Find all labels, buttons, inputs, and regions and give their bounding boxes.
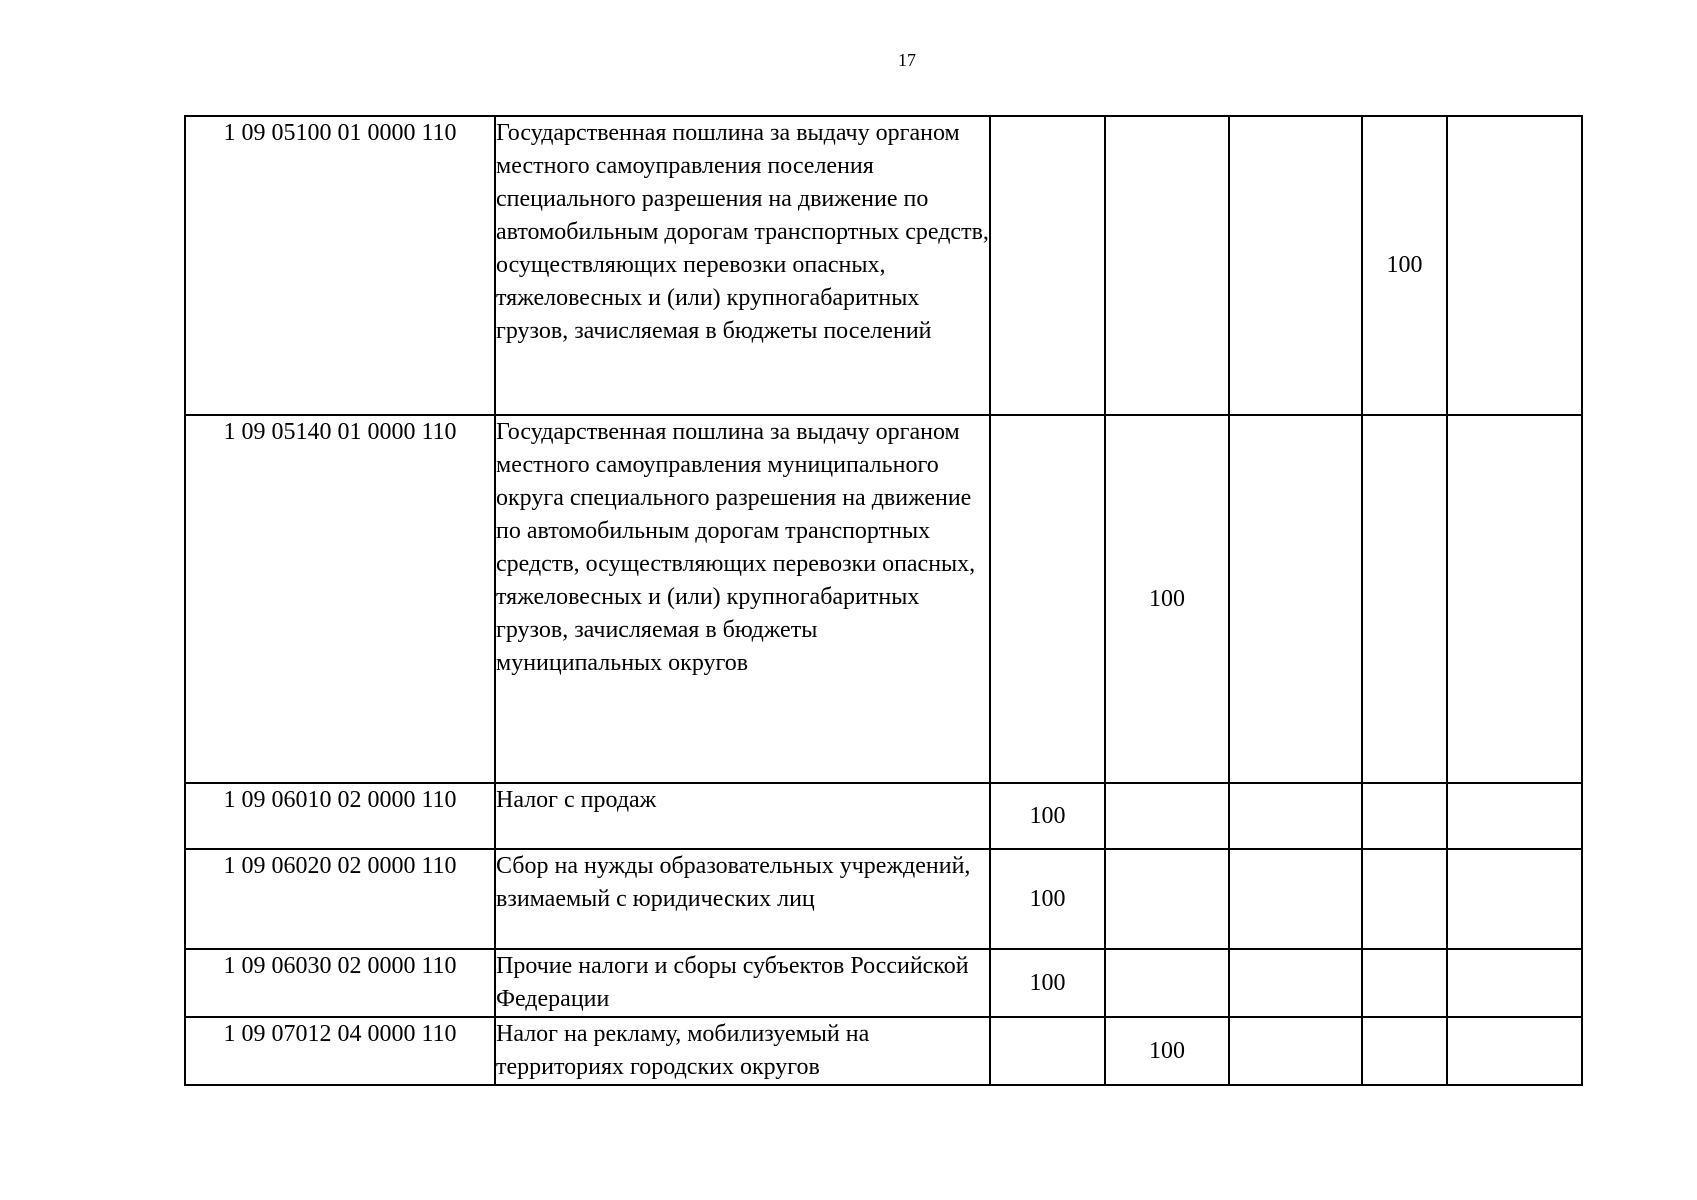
value-cell-col-1: 100 xyxy=(990,949,1105,1017)
revenue-distribution-table xyxy=(184,115,1583,1086)
table-row xyxy=(185,849,1582,949)
value-cell-col-3 xyxy=(1229,849,1362,949)
table-row xyxy=(185,949,1582,1017)
budget-code-cell: 1 09 07012 04 0000 110 xyxy=(185,1017,495,1085)
value-cell-col-5 xyxy=(1447,849,1582,949)
value-cell-col-5 xyxy=(1447,116,1582,415)
table-row xyxy=(185,783,1582,849)
value-cell-col-5 xyxy=(1447,1017,1582,1085)
value-cell-col-3 xyxy=(1229,1017,1362,1085)
value-cell-col-4 xyxy=(1362,783,1447,849)
value-cell-col-1 xyxy=(990,116,1105,415)
value-cell-col-2: 100 xyxy=(1105,415,1229,783)
value-cell-col-1: 100 xyxy=(990,783,1105,849)
value-cell-col-5 xyxy=(1447,783,1582,849)
value-cell-col-2 xyxy=(1105,949,1229,1017)
page-number: 17 xyxy=(898,50,916,70)
revenue-name-cell: Государственная пошлина за выдачу органом местного самоуправления поселения специального разрешения на движение по автомобильным дорогам транспортных средств, осуществляющих перевозки опасных, тяжеловесных и (или) крупногабаритных грузов, зачисляемая в бюджеты поселений xyxy=(495,116,990,415)
value-cell-col-4 xyxy=(1362,849,1447,949)
value-cell-col-4: 100 xyxy=(1362,116,1447,415)
table-row xyxy=(185,116,1582,415)
table-row xyxy=(185,1017,1582,1085)
value-cell-col-4 xyxy=(1362,949,1447,1017)
value-cell-col-5 xyxy=(1447,415,1582,783)
value-cell-col-5 xyxy=(1447,949,1582,1017)
budget-code-cell: 1 09 05100 01 0000 110 xyxy=(185,116,495,415)
value-cell-col-3 xyxy=(1229,783,1362,849)
value-cell-col-1 xyxy=(990,1017,1105,1085)
value-cell-col-2: 100 xyxy=(1105,1017,1229,1085)
revenue-name-cell: Налог на рекламу, мобилизуемый на территориях городских округов xyxy=(495,1017,990,1085)
value-cell-col-2 xyxy=(1105,116,1229,415)
table-row xyxy=(185,415,1582,783)
value-cell-col-3 xyxy=(1229,949,1362,1017)
budget-code-cell: 1 09 06030 02 0000 110 xyxy=(185,949,495,1017)
budget-code-cell: 1 09 05140 01 0000 110 xyxy=(185,415,495,783)
value-cell-col-1: 100 xyxy=(990,849,1105,949)
value-cell-col-1 xyxy=(990,415,1105,783)
value-cell-col-4 xyxy=(1362,415,1447,783)
value-cell-col-4 xyxy=(1362,1017,1447,1085)
revenue-name-cell: Государственная пошлина за выдачу органом местного самоуправления муниципального округа специального разрешения на движение по автомобильным дорогам транспортных средств, осуществляющих перевозки опасных, тяжеловесных и (или) крупногабаритных грузов, зачисляемая в бюджеты муниципальных округов xyxy=(495,415,990,783)
value-cell-col-2 xyxy=(1105,783,1229,849)
budget-code-cell: 1 09 06020 02 0000 110 xyxy=(185,849,495,949)
value-cell-col-2 xyxy=(1105,849,1229,949)
revenue-name-cell: Налог с продаж xyxy=(495,783,990,849)
value-cell-col-3 xyxy=(1229,116,1362,415)
revenue-name-cell: Прочие налоги и сборы субъектов Российской Федерации xyxy=(495,949,990,1017)
budget-code-cell: 1 09 06010 02 0000 110 xyxy=(185,783,495,849)
value-cell-col-3 xyxy=(1229,415,1362,783)
revenue-name-cell: Сбор на нужды образовательных учреждений, взимаемый с юридических лиц xyxy=(495,849,990,949)
